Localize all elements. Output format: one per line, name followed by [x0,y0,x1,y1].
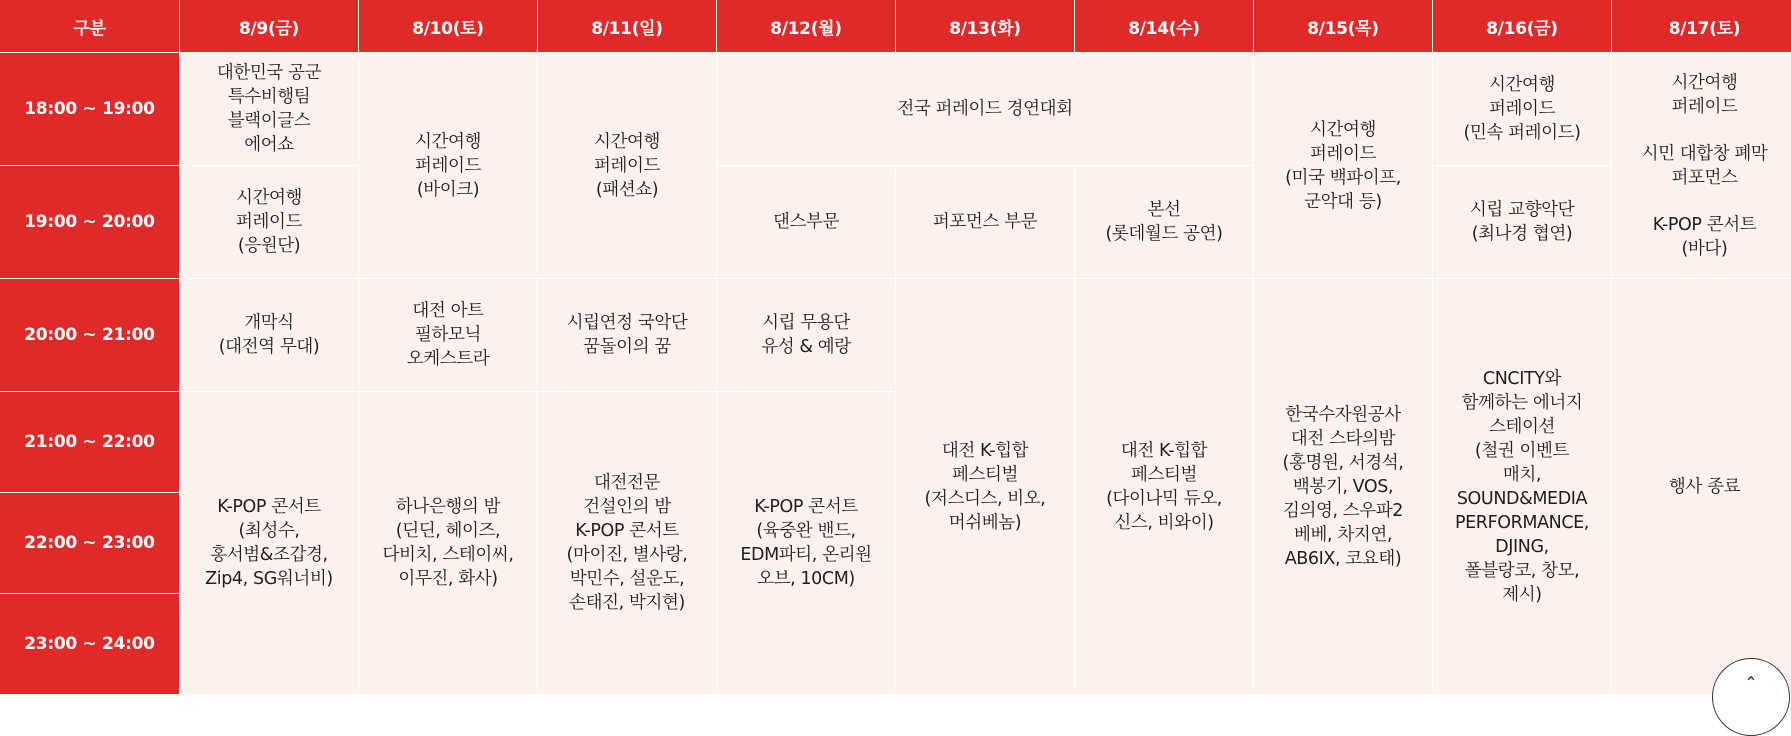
event-builders-night: 대전전문 건설인의 밤 K-POP 콘서트 (마이진, 별사랑, 박민수, 설운도, 손태진, 박지현) [538,392,716,694]
time-slot-19: 19:00 ~ 20:00 [0,166,179,278]
event-symphony: 시립 교향악단 (최나경 협연) [1433,166,1611,278]
event-star-night: 한국수자원공사 대전 스타의밤 (홍명원, 서경석, 백봉기, VOS, 김의영, 스우파2 베베, 차지연, AB6IX, 코요태) [1254,279,1432,694]
header-day-0816: 8/16(금) [1433,0,1611,52]
event-kpop-0809: K-POP 콘서트 (최성수, 홍서범&조갑경, Zip4, SG워너비) [180,392,358,694]
event-closing-choir: 시민 대합창 폐막 퍼포먼스 [1641,143,1768,188]
event-contest-performance: 퍼포먼스 부문 [896,166,1074,278]
event-hiphop-0813: 대전 K-힙합 페스티벌 (저스디스, 비오, 머쉬베놈) [896,279,1074,694]
event-contest-final: 본선 (롯데월드 공연) [1075,166,1253,278]
header-day-0810: 8/10(토) [359,0,537,52]
event-kpop-0817: K-POP 콘서트 (바다) [1652,214,1757,259]
chevron-up-icon: ⌃ [1744,673,1758,692]
event-dance-company: 시립 무용단 유성 & 예랑 [717,279,895,391]
time-slot-23: 23:00 ~ 24:00 [0,594,179,694]
time-slot-20: 20:00 ~ 21:00 [0,279,179,391]
event-contest-dance: 댄스부문 [717,166,895,278]
scroll-top-button[interactable] [1712,658,1790,736]
time-slot-21: 21:00 ~ 22:00 [0,392,179,492]
header-day-0815: 8/15(목) [1254,0,1432,52]
header-day-0813: 8/13(화) [896,0,1074,52]
event-parade-cheer: 시간여행 퍼레이드 (응원단) [180,166,358,278]
event-hiphop-0814: 대전 K-힙합 페스티벌 (다이나믹 듀오, 신스, 비와이) [1075,279,1253,694]
header-day-0811: 8/11(일) [538,0,716,52]
header-day-0817: 8/17(토) [1612,0,1791,52]
event-end: 행사 종료 [1612,279,1791,694]
header-day-0809: 8/9(금) [180,0,358,52]
event-parade-folk: 시간여행 퍼레이드 (민속 퍼레이드) [1433,53,1611,165]
event-opening: 개막식 (대전역 무대) [180,279,358,391]
time-slot-18: 18:00 ~ 19:00 [0,53,179,165]
event-art-philharmonic: 대전 아트 필하모닉 오케스트라 [359,279,537,391]
event-energy-station: CNCITY와 함께하는 에너지 스테이션 (철권 이벤트 매치, SOUND&MEDIA PERFORMANCE, DJING, 폴블랑코, 창모, 제시) [1433,279,1611,694]
event-parade-bagpipe: 시간여행 퍼레이드 (미국 백파이프, 군악대 등) [1254,53,1432,278]
event-kpop-0812: K-POP 콘서트 (육중완 밴드, EDM파티, 온리원 오브, 10CM) [717,392,895,694]
event-parade-0817: 시간여행 퍼레이드 [1671,72,1738,117]
event-closing-block [1612,53,1791,278]
event-parade-bike: 시간여행 퍼레이드 (바이크) [359,53,537,278]
header-day-0812: 8/12(월) [717,0,895,52]
event-airshow: 대한민국 공군 특수비행팀 블랙이글스 에어쇼 [180,53,358,165]
time-slot-22: 22:00 ~ 23:00 [0,493,179,593]
event-parade-fashion: 시간여행 퍼레이드 (패션쇼) [538,53,716,278]
header-day-0814: 8/14(수) [1075,0,1253,52]
header-corner: 구분 [0,0,179,52]
event-hana-night: 하나은행의 밤 (딘딘, 헤이즈, 다비치, 스테이씨, 이무진, 화사) [359,392,537,694]
event-gugak: 시립연정 국악단 꿈돌이의 꿈 [538,279,716,391]
event-parade-contest: 전국 퍼레이드 경연대회 [717,53,1253,165]
